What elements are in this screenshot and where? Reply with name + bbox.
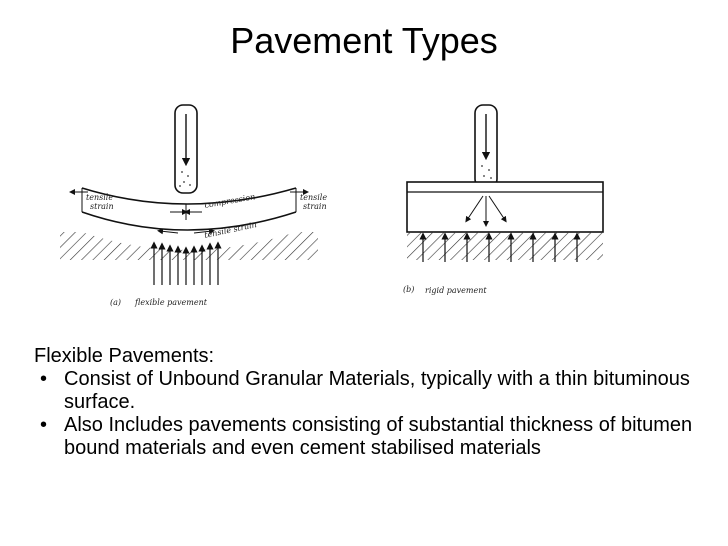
- content-heading: Flexible Pavements:: [34, 345, 215, 367]
- load-piston: [475, 105, 497, 187]
- flexible-pavement-diagram: [60, 100, 360, 315]
- caption-flexible: flexible pavement: [135, 298, 207, 307]
- figure-tag-a: (a): [110, 298, 122, 307]
- bullet-list: [34, 368, 714, 460]
- slide-title: Pavement Types: [230, 20, 498, 61]
- bullet-text: Consist of Unbound Granular Materials, typically with a thin bituminous surface.: [64, 368, 690, 413]
- rigid-pavement-figure: [395, 100, 615, 305]
- bullet-dot-icon: •: [40, 414, 48, 436]
- label-tensile-right-1: tensile: [300, 193, 328, 202]
- bullet-item: [34, 414, 714, 460]
- label-tensile-strain: tensile strain: [203, 220, 258, 240]
- flexible-pavement-figure: [60, 100, 360, 315]
- label-tensile-left-2: strain: [90, 202, 114, 211]
- label-tensile-left-1: tensile: [86, 193, 114, 202]
- label-compression: compression: [203, 192, 256, 210]
- subgrade-hatching: [60, 232, 318, 260]
- rigid-slab: [407, 182, 603, 232]
- label-tensile-right-2: strain: [303, 202, 327, 211]
- subgrade-hatching: [407, 232, 603, 260]
- bullet-text: Also Includes pavements consisting of substantial thickness of bitumen bound materials and even cement stabilised materials: [64, 414, 693, 459]
- bullet-item: [34, 368, 714, 414]
- figure-tag-b: (b): [403, 285, 415, 294]
- bound-layer: [82, 188, 296, 230]
- load-piston: [175, 105, 197, 193]
- rigid-pavement-diagram: [395, 100, 615, 305]
- bullet-dot-icon: •: [40, 368, 48, 390]
- content-block: [34, 345, 714, 460]
- caption-rigid: rigid pavement: [425, 286, 487, 295]
